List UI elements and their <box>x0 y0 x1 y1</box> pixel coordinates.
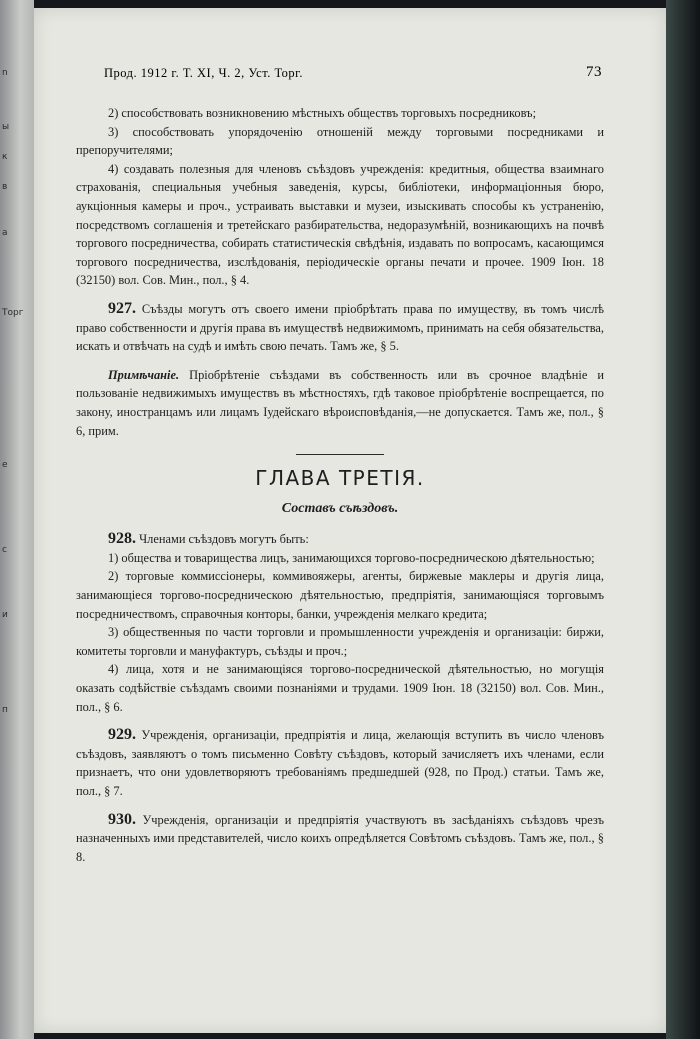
book-edge <box>666 0 700 1039</box>
left-page-fragment: к <box>2 152 8 162</box>
article-intro: Членами съѣздовъ могутъ быть: <box>139 532 309 547</box>
left-page-fragment: Торг <box>2 308 24 318</box>
list-item: 3) общественныя по части торговли и промышленности учрежденія и организаціи: биржи, комитеты торговли и мануфактуръ, съѣзды и проч.; <box>76 625 604 658</box>
note <box>76 366 604 440</box>
article-number: 928. <box>108 530 136 548</box>
left-page-fragment: а <box>2 228 8 238</box>
left-page-fragment: ы <box>2 122 10 132</box>
paragraph-item-4: 4) создавать полезныя для членовъ съѣздовъ учрежденія: кредитныя, общества взаимнаго страхованія, специальныя учебныя заведенія, курсы, библіотеки, информаціонныя бюро, аукціонныя камеры и проч., устраивать выставки и музеи, изыскивать способы къ устраненію, посредствомъ соглашенія и третейскаго разбирательства, недоразумѣній, возникающихъ на почвѣ торгового посредничества, собирать статистическія свѣдѣнія, издавать по вопросамъ, касающимся торгового посредничества, изслѣдованія, періодическіе органы печати и прочее. 1909 Іюн. 18 (32150) вол. Сов. Мин., пол., § 4. <box>76 161 604 288</box>
list-item: 1) общества и товарищества лицъ, занимающихся торгово-посредническою дѣятельностью; <box>108 550 595 565</box>
left-page-edge <box>0 0 34 1039</box>
article-930 <box>76 811 604 867</box>
article-927 <box>76 300 604 356</box>
paragraph-item-3: 3) способствовать упорядоченію отношеній между торговыми посредниками и препоручителями; <box>76 124 604 158</box>
article-text: Учрежденія, организаціи и предпріятія участвуютъ въ засѣданіяхъ съѣздовъ чрезъ назначенныхъ ими представителей, число коихъ опредѣляется Совѣтомъ съѣздовъ. Тамъ же, пол., § 8. <box>76 812 604 864</box>
article-number: 929. <box>108 726 136 744</box>
chapter-subtitle: Составъ съѣздовъ. <box>281 500 399 516</box>
running-header <box>104 66 602 81</box>
left-page-fragment: и <box>2 610 8 620</box>
page-body <box>76 104 604 866</box>
list-item: 2) торговые коммиссіонеры, коммивояжеры, агенты, биржевые маклеры и другія лица, занимающіеся торгово-посредническою дѣятельностью, предпріятія, занимающіяся торговымъ посредничествомъ, справочныя конторы, банки, учрежденія мелкаго кредита; <box>76 569 604 621</box>
book-page <box>34 8 666 1033</box>
article-928 <box>76 530 604 549</box>
article-text: Съѣзды могутъ отъ своего имени пріобрѣтать права по имуществу, въ томъ числѣ право собственности и другія права въ имуществѣ недвижимомъ, принимать на себя обязательства, искать и отвѣчать на судѣ и имѣть свою печать. Тамъ же, § 5. <box>76 301 604 354</box>
note-text: Пріобрѣтеніе съѣздами въ собственность или въ срочное владѣніе и пользованіе недвижимыхъ имуществъ въ мѣстностяхъ, гдѣ таковое пріобрѣтеніе воспрещается, по закону, иностранцамъ или лицамъ Іудейскаго вѣроисповѣданія,—не допускается. Тамъ же, пол., § 6, прим. <box>76 367 604 438</box>
article-929 <box>76 726 604 800</box>
article-number: 930. <box>108 810 136 828</box>
note-label: Примѣчаніе. <box>108 367 180 382</box>
page-number: 73 <box>586 64 602 80</box>
divider-rule <box>296 454 384 455</box>
header-title: Прод. 1912 г. Т. XI, Ч. 2, Уст. Торг. <box>104 66 304 80</box>
left-page-fragment: п <box>2 705 8 715</box>
left-page-fragment: с <box>2 545 7 555</box>
list-item: 4) лица, хотя и не занимающіяся торгово-посреднической дѣятельностью, но могущія оказать содѣйствіе съѣздамъ своими познаніями и трудами. 1909 Іюн. 18 (32150) вол. Сов. Мин., пол., § 6. <box>76 662 604 714</box>
left-page-fragment: n <box>2 68 8 78</box>
left-page-fragment: в <box>2 182 8 192</box>
article-number: 927. <box>108 299 136 317</box>
left-page-fragment: е <box>2 460 8 470</box>
article-text: Учрежденія, организаціи, предпріятія и лица, желающія вступить въ число членовъ съѣздовъ, заявляютъ о томъ письменно Совѣту съѣздовъ, который зачисляетъ ихъ членами, если признаетъ, что они удовлетворяютъ требованіямъ предшедшей (928, по Прод.) статьи. Тамъ же, пол., § 7. <box>76 728 604 798</box>
chapter-title: ГЛАВА ТРЕТІЯ. <box>255 466 425 491</box>
paragraph-item-2: 2) способствовать возникновению мѣстныхъ обществъ торговыхъ посредниковъ; <box>108 106 537 120</box>
